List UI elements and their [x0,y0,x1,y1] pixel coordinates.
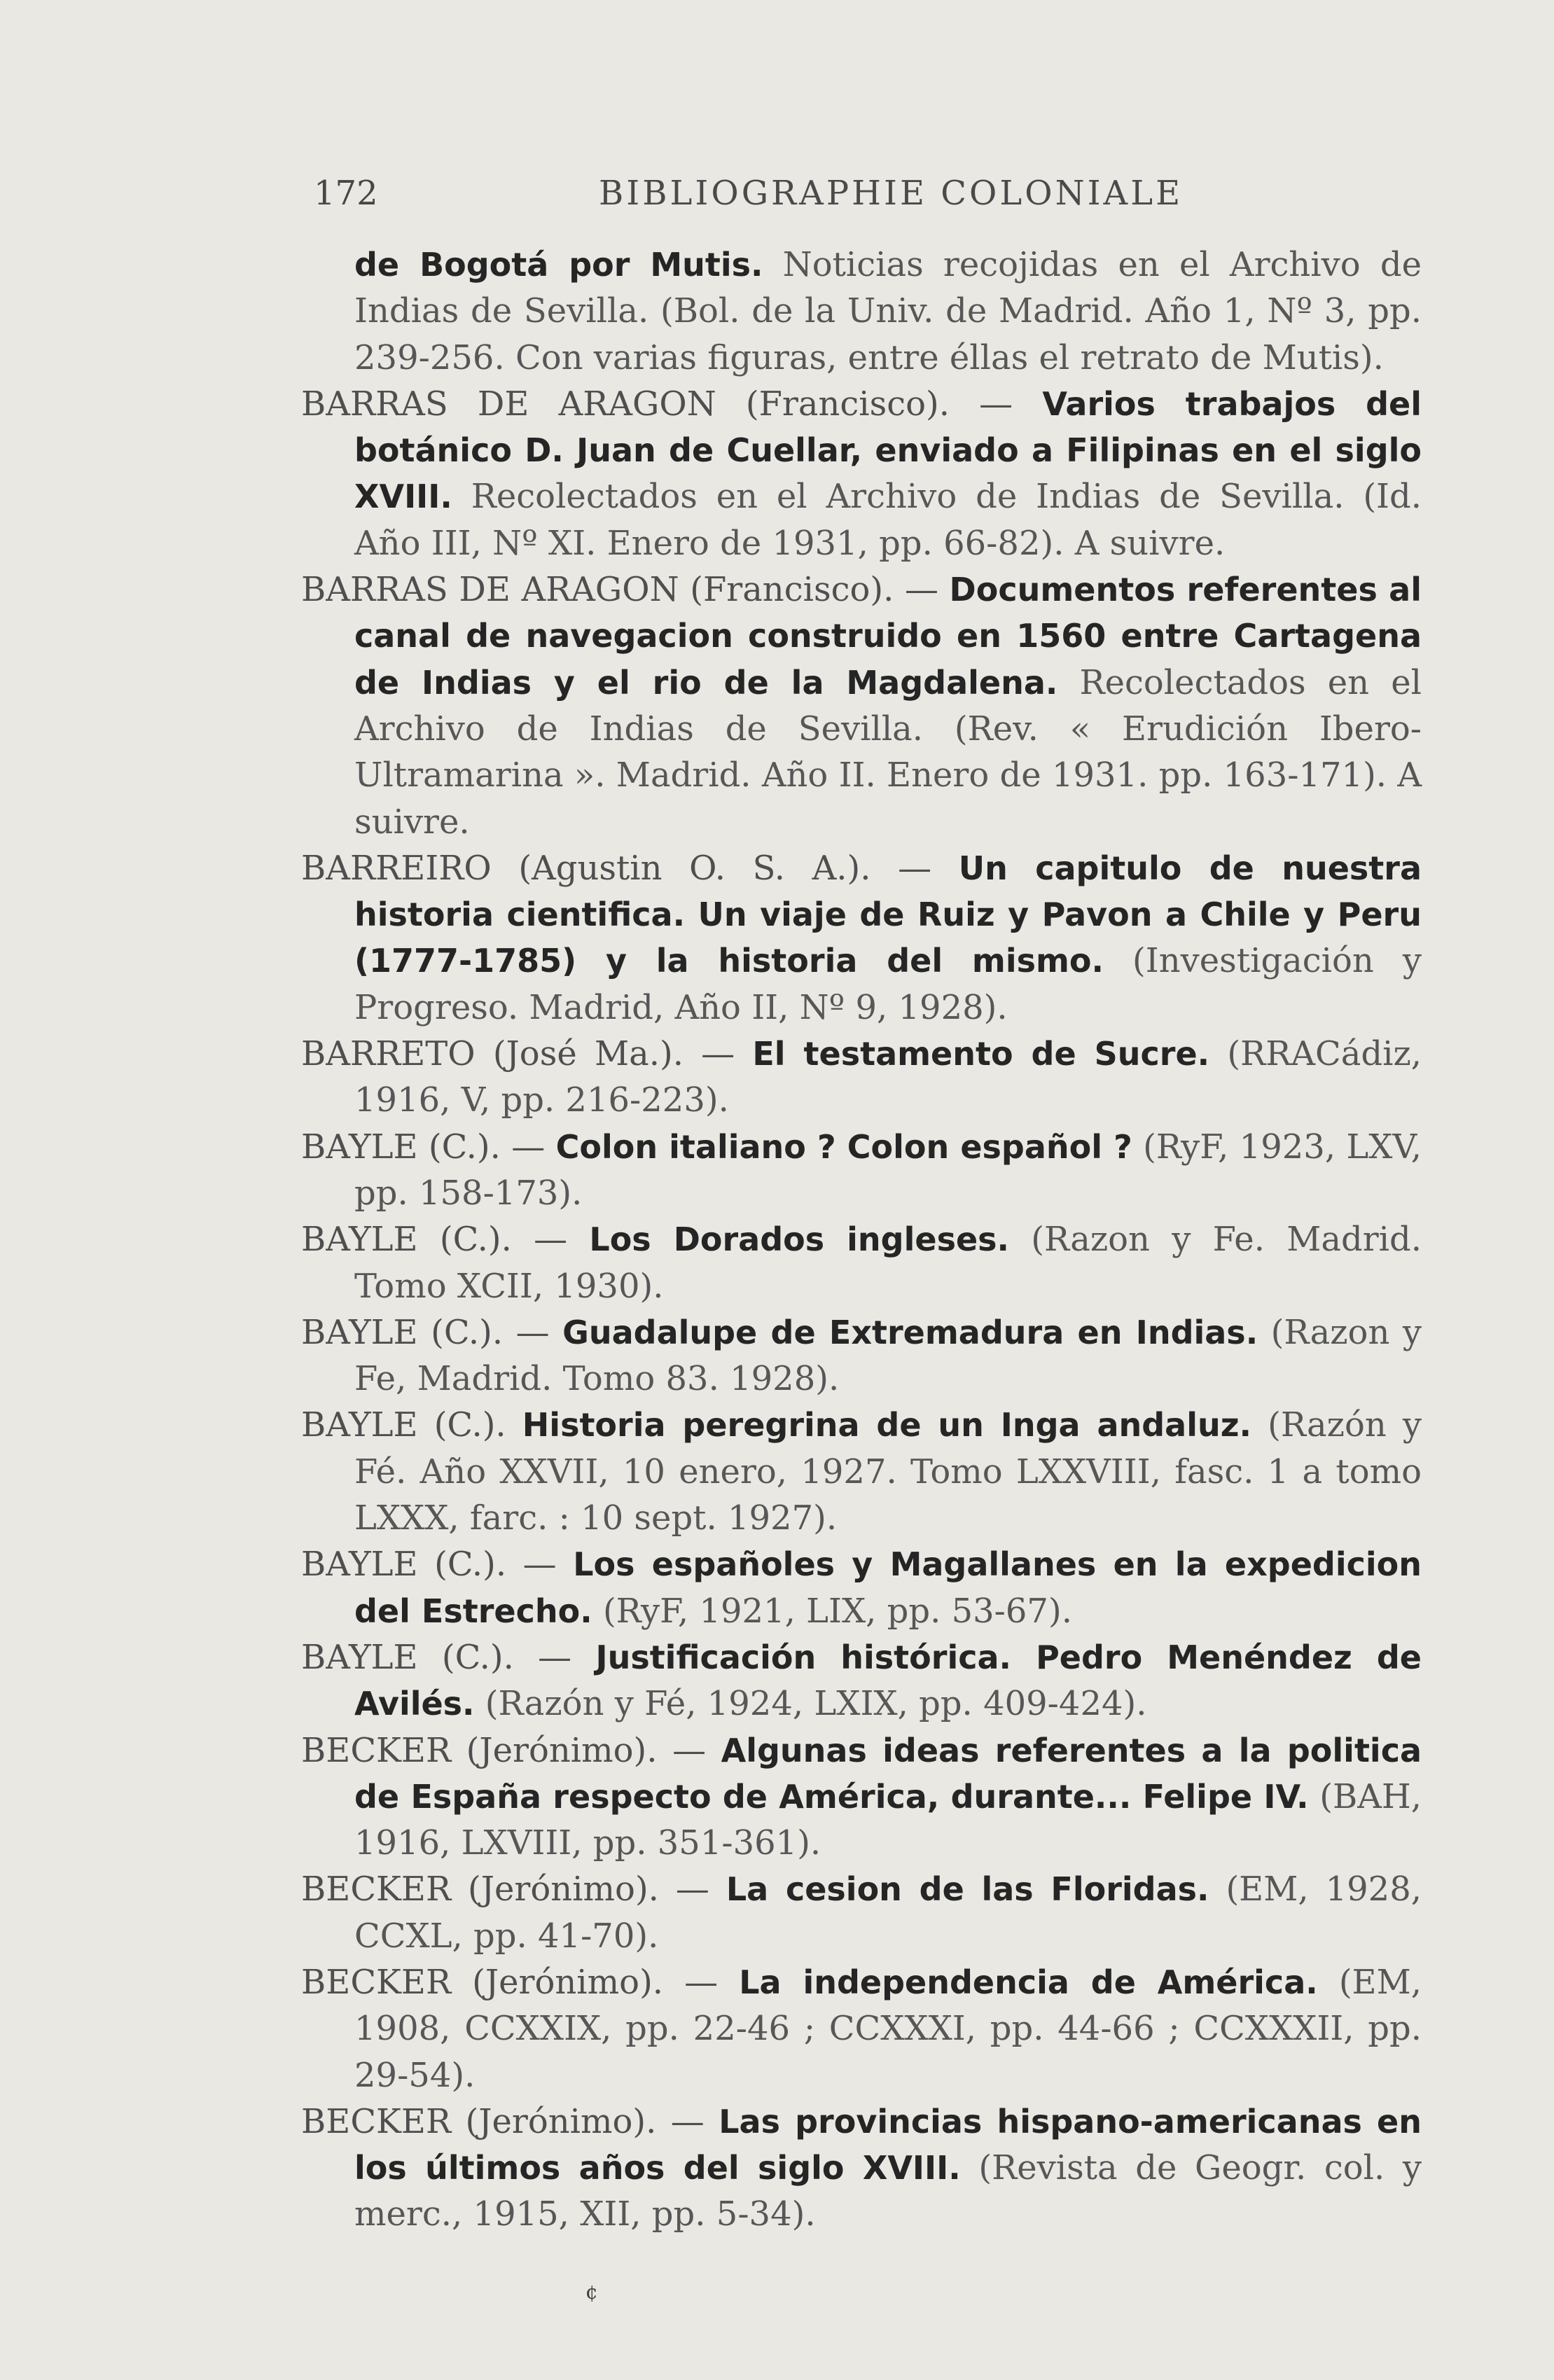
entry-author: BAYLE (C.). — [301,1220,590,1260]
bibliography-entry [301,1866,1422,1959]
entry-biblio: (BAH, 1916, LXVIII, pp. 351-361). [354,1776,1422,1863]
entry-biblio: (Revista de Geogr. col. y merc., 1915, XII, pp. 5-34). [354,2148,1422,2234]
entry-biblio: (Razón y Fé, 1924, LXIX, pp. 409-424). [474,1684,1147,1724]
entry-biblio: Noticias recojidas en el Archivo de Indias de Sevilla. (Bol. de la Univ. de Madrid. Año 1, Nº 3, pp. 239-256. Con varias figuras, entre éllas el retrato de Mutis). [354,245,1422,377]
entry-title: Los españoles y Magallanes en la expedicion del Estrecho. [354,1545,1422,1630]
bibliography-entry [301,1309,1422,1403]
page-number: 172 [314,174,378,213]
entry-author: BAYLE (C.). — [301,1637,596,1677]
entry-author: BARRAS DE ARAGON (Francisco). — [301,384,1043,424]
entry-author: BAYLE (C.). — [301,1312,563,1352]
entry-biblio: (Investigación y Progreso. Madrid, Año II, Nº 9, 1928). [354,941,1422,1027]
bibliography-entry [301,1541,1422,1634]
bibliography-entry [301,1031,1422,1124]
entry-title: Varios trabajos del botánico D. Juan de Cuellar, enviado a Filipinas en el siglo XVIII. [354,384,1422,516]
entry-title: Guadalupe de Extremadura en Indias. [562,1313,1258,1351]
entry-biblio: (RyF, 1921, LIX, pp. 53-67). [592,1591,1072,1631]
entry-title: Las provincias hispano-americanas en los últimos años del siglo XVIII. [354,2102,1422,2187]
bibliography-entry [301,1727,1422,1867]
bibliography-entry [301,1216,1422,1309]
entry-biblio: (RRACádiz, 1916, V, pp. 216-223). [354,1034,1422,1120]
bibliography-entry [301,1124,1422,1217]
entry-title: Historia peregrina de un Inga andaluz. [522,1406,1251,1445]
entry-author: BECKER (Jerónimo). — [301,1870,726,1909]
entry-author: BARREIRO (Agustin O. S. A.). — [301,848,959,888]
entry-biblio: Recolectados en el Archivo de Indias de Sevilla. (Rev. « Erudición Ibero-Ultramarina ». Madrid. Año II. Enero de 1931. pp. 163-171). A suivre. [354,662,1422,842]
entry-title: La independencia de América. [739,1963,1318,2001]
entry-title: de Bogotá por Mutis. [354,246,763,284]
entry-biblio: (Razon y Fe. Madrid. Tomo XCII, 1930). [354,1220,1422,1306]
entry-biblio: (Razón y Fé. Año XXVII, 10 enero, 1927. Tomo LXXVIII, fasc. 1 a tomo LXXX, farc. : 10 sept. 1927). [354,1405,1422,1538]
entry-author: BECKER (Jerónimo). — [301,1730,721,1770]
entry-title: Los Dorados ingleses. [589,1220,1009,1259]
running-title: BIBLIOGRAPHIE COLONIALE [599,174,1184,213]
entry-biblio: Recolectados en el Archivo de Indias de Sevilla. (Id. Año III, Nº XI. Enero de 1931, pp. 66-82). A suivre. [354,477,1422,563]
bibliography-entry [301,1959,1422,2099]
bibliography-entries [301,242,1422,2238]
bibliography-entry [301,2099,1422,2238]
entry-author: BAYLE (C.). [301,1405,522,1445]
entry-title: La cesion de las Floridas. [726,1870,1209,1909]
entry-author: BAYLE (C.). — [301,1127,556,1167]
entry-title: Documentos referentes al canal de navegacion construido en 1560 entre Cartagena de Indias y el rio de la Magdalena. [354,571,1422,702]
entry-title: Algunas ideas referentes a la politica de España respecto de América, durante... Felipe IV. [354,1731,1422,1816]
entry-title: Justificación histórica. Pedro Menéndez de Avilés. [354,1638,1422,1723]
bibliography-entry [301,1634,1422,1727]
entry-biblio: (EM, 1908, CCXXIX, pp. 22-46 ; CCXXXI, pp. 44-66 ; CCXXXII, pp. 29-54). [354,1962,1422,2095]
bibliography-entry [301,566,1422,845]
bibliography-entry [301,1402,1422,1541]
entry-author: BAYLE (C.). — [301,1545,574,1585]
entry-title: Colon italiano ? Colon español ? [555,1127,1132,1166]
entry-biblio: (EM, 1928, CCXL, pp. 41-70). [354,1870,1422,1956]
entry-author: BARRETO (José Ma.). — [301,1034,753,1074]
continued-entry [301,242,1422,381]
entry-title: El testamento de Sucre. [752,1035,1210,1073]
footer-mark: ¢ [585,2281,598,2304]
entry-author: BARRAS DE ARAGON (Francisco). — [301,570,950,610]
entry-title: Un capitulo de nuestra historia cientifica. Un viaje de Ruiz y Pavon a Chile y Peru (1777-1785) y la historia del mismo. [354,849,1422,980]
entry-author: BECKER (Jerónimo). — [301,2101,719,2141]
bibliography-entry [301,845,1422,1031]
entry-biblio: (RyF, 1923, LXV, pp. 158-173). [354,1127,1422,1213]
entry-author: BECKER (Jerónimo). — [301,1962,740,2002]
bibliography-entry [301,381,1422,566]
entry-biblio: (Razon y Fe, Madrid. Tomo 83. 1928). [354,1312,1422,1399]
